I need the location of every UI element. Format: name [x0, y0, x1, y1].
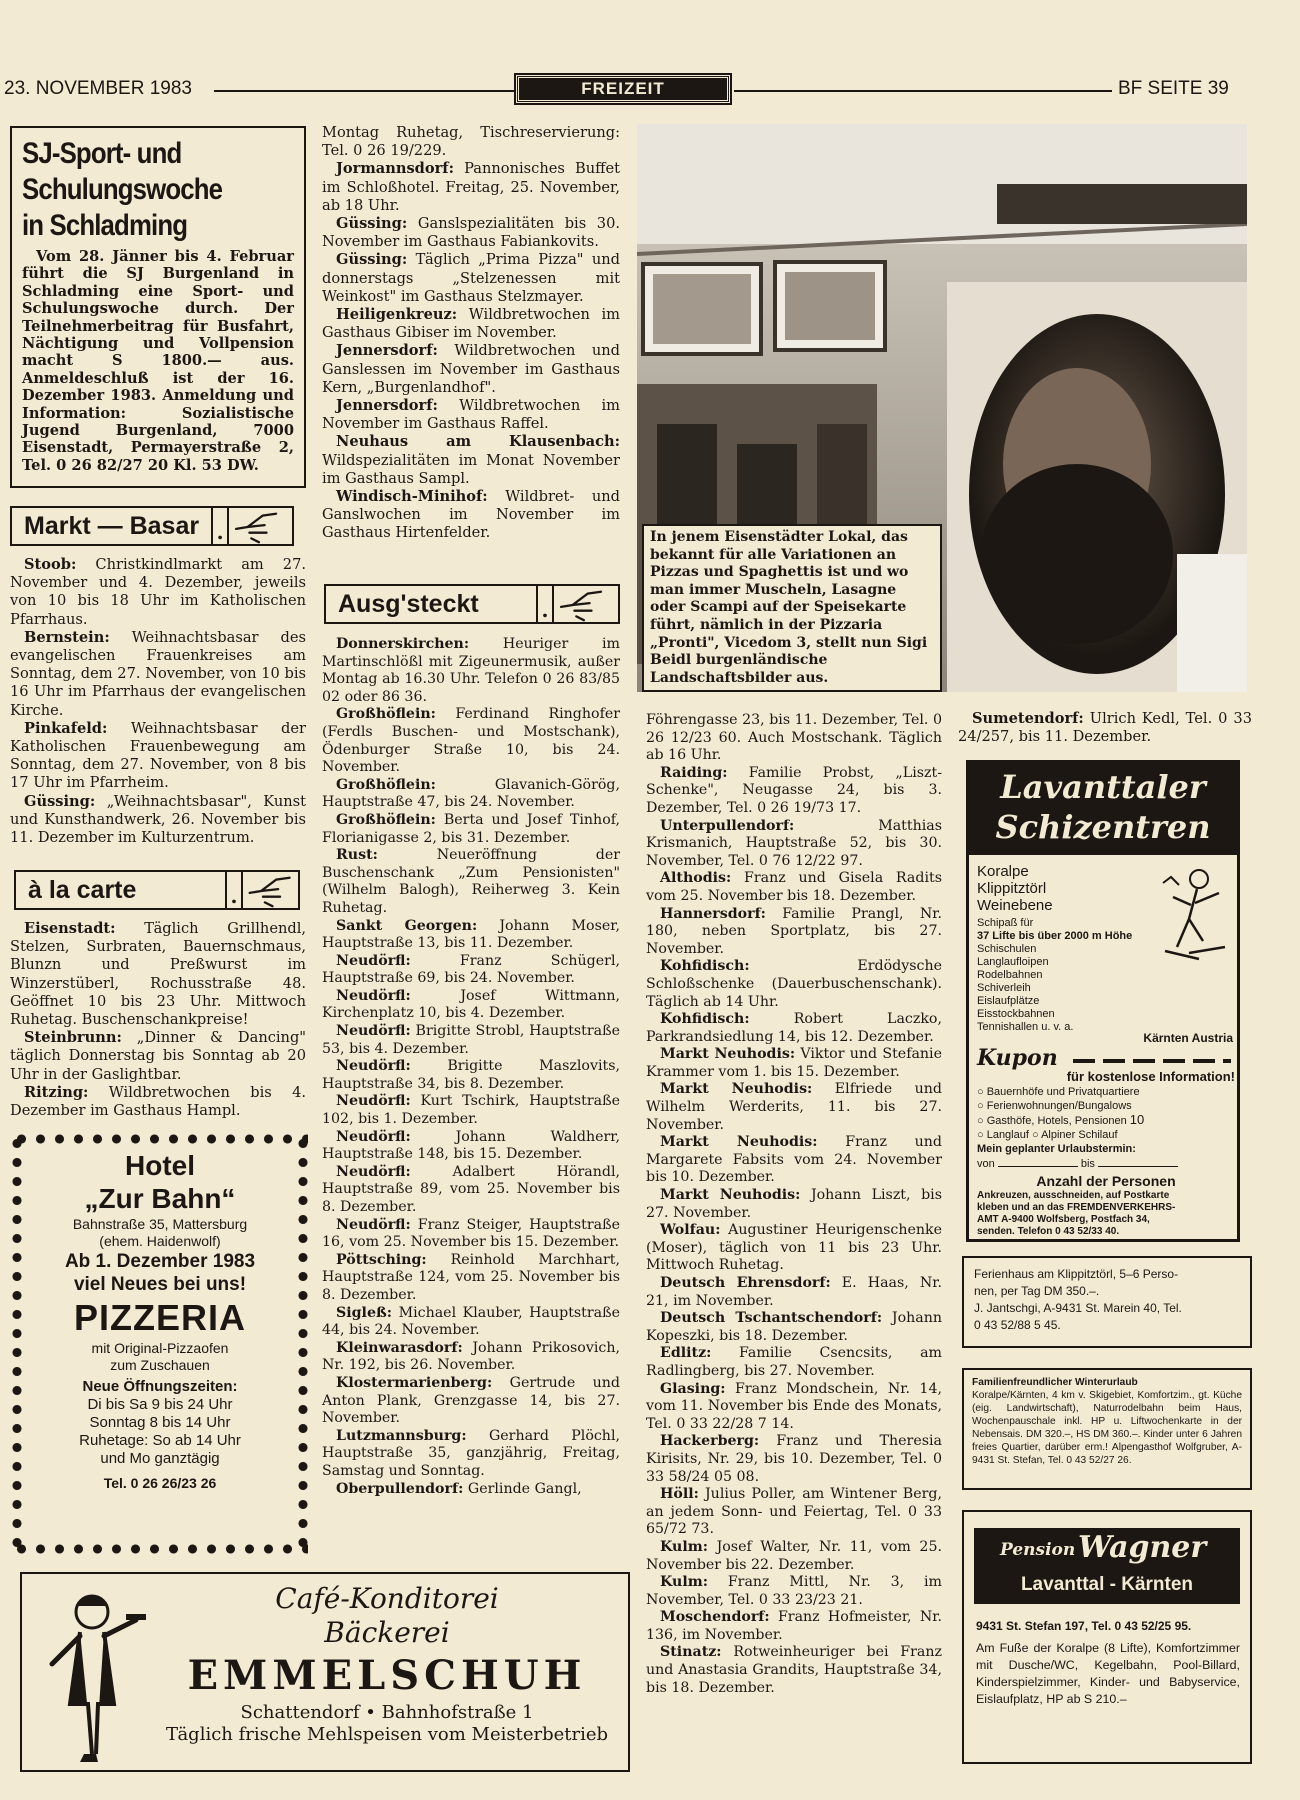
list-item	[322, 1129, 620, 1164]
item-text: Wildbretwochen im Gasthaus Gibiser im November.	[322, 306, 620, 342]
place-name: Deutsch Ehrensdorf:	[660, 1275, 831, 1291]
ferienhaus-line-2: nen, per Tag DM 350.–.	[974, 1284, 1100, 1298]
item-text: Viktor und Stefanie Krammer vom 1. bis 15. Dezember.	[646, 1046, 942, 1080]
list-item	[10, 1029, 306, 1084]
item-text: Familie Prangl, Nr. 180, neben Sportplatz, bis 27. November.	[646, 905, 942, 957]
ferienhaus-line-4: 0 43 52/88 5 45.	[974, 1318, 1061, 1332]
list-item	[322, 1305, 620, 1340]
wagner-title-bar	[974, 1528, 1240, 1604]
list-item	[322, 433, 620, 488]
radio-icon: ○	[977, 1100, 987, 1112]
feature-item: Tennishallen u. v. a.	[977, 1021, 1074, 1033]
item-text: Matthias Krismanich, Hauptstraße 52, bis 30. November, Tel. 0 76 12/22 97.	[646, 817, 942, 869]
list-item	[322, 847, 620, 917]
item-text: Ferdinand Ringhofer (Ferdls Buschen- und Mostschank), Ödenburger Straße 10, bis 24. November.	[322, 706, 620, 776]
item-text: Pannonisches Buffet im Schloßhotel. Freitag, 25. November, ab 18 Uhr.	[322, 160, 620, 214]
hours-title: Neue Öffnungszeiten:	[82, 1378, 238, 1395]
pension-wagner-ad	[962, 1510, 1252, 1764]
hours-line-2: Sonntag 8 bis 14 Uhr	[89, 1414, 231, 1431]
list-item	[322, 1252, 620, 1305]
a-la-carte-list	[10, 920, 306, 1120]
item-text: Brigitte Strobl, Hauptstraße 53, bis 4. Dezember.	[322, 1023, 620, 1057]
list-item	[646, 1644, 942, 1697]
wagner-address: 9431 St. Stefan 197, Tel. 0 43 52/25 95.	[976, 1619, 1192, 1633]
place-name: Kulm:	[660, 1538, 708, 1555]
rubric-markt-basar-label: Markt — Basar	[12, 508, 213, 544]
item-text: Berta und Josef Tinhof, Florianigasse 2, bis 31. Dezember.	[322, 811, 620, 846]
item-text: Franz Hofmeister, Nr. 136, im November.	[646, 1609, 942, 1643]
photo-caption: In jenem Eisenstädter Lokal, das bekannt für alle Variationen an Pizzas und Spaghettis ist und wo man immer Muscheln, Lasagne oder Scampi auf der Speisekarte führt, nämlich in der Pizzaria „Pronti", Vicedom 3, stellt nun Sigi Beidl burgenländische Landschaftsbilder aus.	[642, 524, 942, 692]
ausgsteckt-list	[322, 636, 620, 1498]
place-name: Großhöflein:	[336, 811, 436, 828]
hours-line-3: Ruhetage: So ab 14 Uhr	[79, 1432, 241, 1449]
list-item	[322, 1375, 620, 1428]
place-name: Neudörfl:	[336, 1216, 411, 1233]
item-text: Gerhard Plöchl, Hauptstraße 35, ganzjährig, Freitag, Samstag und Sonntag.	[322, 1427, 620, 1479]
cafe-ad-address: Schattendorf • Bahnhofstraße 1	[240, 1702, 534, 1723]
winter-ad-text: Koralpe/Kärnten, 4 km v. Skigebiet, Komfortzim., gt. Küche (eig. Landwirtschaft), Naturrodelbahn beim Haus, Wochenpauschale inkl. HP u. Liftwochenkarte in der Nebensais. DM 320.–, HS DM 360.–. Kinder unter 6 Jahren freies Quartier, darüber erm.! Alpengasthof Wolfgruber, A-9431 St. Stefan, Tel. 0 43 52/27 26.	[972, 1390, 1242, 1466]
hotel-news-2: viel Neues bei uns!	[73, 1274, 247, 1295]
place-name: Neuhaus am Klausenbach:	[336, 433, 620, 451]
list-item	[10, 920, 306, 1029]
list-item	[646, 1539, 942, 1574]
place-name: Güssing:	[336, 251, 408, 269]
list-item	[10, 556, 306, 629]
list-item	[646, 1134, 942, 1187]
plan-label: Mein geplanter Urlaubstermin:	[977, 1143, 1136, 1155]
section-label: FREIZEIT	[516, 75, 730, 103]
lavanttal-area-3: Weinebene	[977, 897, 1053, 914]
list-item	[322, 706, 620, 776]
item-text: Wildbretwochen und Ganslessen im November im Gasthaus Kern, „Burgenlandhof".	[322, 342, 621, 396]
place-name: Eisenstadt:	[24, 920, 116, 937]
place-name: Klostermarienberg:	[336, 1374, 493, 1391]
dotted-border	[12, 1134, 22, 1554]
place-name: Glasing:	[660, 1380, 726, 1397]
item-text: E. Haas, Nr. 21, im November.	[646, 1275, 942, 1309]
send-instructions-4: senden. Telefon 0 43 52/33 40.	[977, 1226, 1120, 1237]
send-instructions-3: AMT A-9400 Wolfsberg, Postfach 34,	[977, 1214, 1150, 1225]
kupon-info: für kostenlose Information!	[1066, 1069, 1235, 1084]
schipass-1: Schipaß für	[977, 917, 1034, 929]
rubric-markt-basar	[10, 506, 294, 546]
dotted-border	[298, 1134, 308, 1554]
item-text: Familie Probst, „Liszt-Schenke", Neugasse 24, bis 3. Dezember, Tel. 0 26 19/73 17.	[646, 764, 942, 816]
place-name: Sigleß:	[336, 1304, 392, 1321]
place-name: Moschendorf:	[660, 1609, 770, 1626]
place-name: Kohfidisch:	[660, 958, 750, 975]
header-rule-right	[734, 90, 1112, 92]
cafe-ad-name: EMMELSCHUH	[187, 1652, 587, 1699]
item-text: Täglich „Prima Pizza" und donnerstags „Stelzenessen mit Weinkost" im Gasthaus Stelzmayer.	[322, 251, 620, 305]
item-text: Kurt Tschirk, Hauptstraße 102, bis 1. Dezember.	[322, 1093, 620, 1128]
list-item: Montag Ruhetag, Tischreservierung: Tel. 0 26 19/229.	[322, 124, 620, 160]
schipass-2: 37 Lifte bis über 2000 m Höhe	[977, 930, 1133, 942]
place-name: Sumetendorf:	[972, 710, 1084, 727]
lavanttal-ad	[966, 760, 1240, 1242]
sj-article-body: Vom 28. Jänner bis 4. Februar führt die SJ Burgenland in Schladming eine Sport- und Schulungswoche durch. Der Teilnehmerbeitrag für Busfahrt, Nächtigung und Vollpension macht S 1800.— aus. Anmeldeschluß ist der 16. Dezember 1983. Anmeldung und Information: Sozialistische Jugend Burgenland, 7000 Eisenstadt, Permayerstraße 2, Tel. 0 26 82/27 20 Kl. 53 DW.	[22, 248, 294, 474]
wagner-pension-label: Pension	[1000, 1540, 1076, 1560]
kaernten-logo: Kärnten Austria	[1143, 1031, 1233, 1045]
hotel-name-2: „Zur Bahn“	[84, 1183, 236, 1214]
list-item	[322, 812, 620, 847]
feature-item: Schischulen	[977, 943, 1037, 955]
radio-icon: ○	[977, 1115, 987, 1127]
hotel-tel: Tel. 0 26 26/23 26	[103, 1475, 217, 1491]
place-name: Großhöflein:	[336, 706, 436, 723]
list-item	[322, 342, 620, 397]
ferienhaus-line-1: Ferienhaus am Klippitztörl, 5–6 Perso-	[974, 1267, 1179, 1281]
place-name: Stinatz:	[660, 1644, 722, 1661]
radio-icon: ○	[977, 1086, 987, 1098]
rubric-a-la-carte	[14, 870, 300, 910]
sj-article-box	[10, 126, 306, 488]
place-name: Jormannsdorf:	[336, 160, 454, 178]
list-item	[322, 215, 620, 251]
pizzeria-title: PIZZERIA	[73, 1297, 246, 1338]
place-name: Unterpullendorf:	[660, 817, 795, 834]
dotted-border	[12, 1544, 308, 1554]
item-text: Michael Klauber, Hauptstraße 44, bis 24. November.	[322, 1304, 620, 1339]
cafe-ad	[20, 1572, 630, 1772]
list-item	[646, 1187, 942, 1222]
place-name: Althodis:	[660, 870, 732, 887]
place-name: Windisch-Minihof:	[336, 488, 488, 506]
ferienhaus-ad	[962, 1256, 1252, 1348]
item-text: Johann Prikosovich, Nr. 192, bis 26. November.	[322, 1339, 620, 1374]
place-name: Neudörfl:	[336, 1058, 411, 1075]
place-name: Markt Neuhodis:	[660, 1081, 813, 1098]
winter-ad-title: Familienfreundlicher Winterurlaub	[972, 1377, 1138, 1388]
place-name: Heiligenkreuz:	[336, 306, 458, 324]
list-item	[646, 1609, 942, 1644]
hours-line-1: Di bis Sa 9 bis 24 Uhr	[87, 1396, 233, 1413]
feature-item: Eislaufplätze	[977, 995, 1040, 1007]
list-item	[322, 1058, 620, 1093]
place-name: Neudörfl:	[336, 1093, 411, 1110]
place-name: Neudörfl:	[336, 987, 411, 1004]
item-text: „Weihnachtsbasar", Kunst und Kunsthandwerk, 26. November bis 11. Dezember im Kulturzentrum.	[10, 792, 307, 847]
feature-item: Rodelbahnen	[977, 969, 1043, 981]
option-item: ○ Bauernhöfe und Privatquartiere	[977, 1086, 1140, 1098]
list-item	[322, 1217, 620, 1252]
item-text: Erdödysche Schloßschenke (Dauerbuschenschank). Täglich ab 14 Uhr.	[646, 958, 942, 1010]
list-item	[646, 1011, 942, 1046]
item-text: Wildbretwochen im November im Gasthaus Raffel.	[322, 397, 620, 433]
header-rule-left	[214, 90, 514, 92]
header-page: BF SEITE 39	[1118, 78, 1229, 99]
place-name: Kulm:	[660, 1574, 708, 1591]
rubric-dot: .	[538, 586, 554, 622]
item-text: Christkindlmarkt am 27. November und 4. Dezember, jeweils von 10 bis 18 Uhr im Katholischen Pfarrhaus.	[10, 556, 307, 628]
hours-line-4: und Mo ganztägig	[100, 1450, 220, 1467]
kupon-label: Kupon	[977, 1045, 1058, 1071]
place-name: Steinbrunn:	[24, 1029, 122, 1047]
item-text: Josef Wittmann, Kirchenplatz 10, bis 4. Dezember.	[322, 987, 621, 1022]
item-text: Rotweinheuriger bei Franz und Anastasia Grandits, Hauptstraße 34, bis 18. Dezember.	[646, 1644, 942, 1696]
list-item	[646, 765, 942, 818]
list-item	[322, 1093, 620, 1128]
item-text: Gertrude und Anton Plank, Grenzgasse 14, bis 27. November.	[322, 1374, 620, 1427]
lavanttal-title-1: Lavanttaler	[1000, 768, 1206, 806]
radio-icon: ○	[977, 1129, 987, 1141]
item-text: Franz und Gisela Radits vom 25. November bis 18. Dezember.	[646, 870, 942, 904]
place-name: Jennersdorf:	[336, 397, 438, 415]
rubric-ausgsteckt-label: Ausg'steckt	[326, 586, 538, 622]
list-item	[322, 1023, 620, 1058]
list-item	[646, 1381, 942, 1434]
list-item	[646, 1081, 942, 1134]
place-name: Hackerberg:	[660, 1433, 760, 1450]
hotel-ad	[12, 1134, 308, 1554]
list-item	[322, 988, 620, 1023]
place-name: Güssing:	[24, 792, 96, 810]
list-item	[322, 1481, 620, 1499]
wagner-text: Am Fuße der Koralpe (8 Lifte), Komfortzimmer mit Dusche/WC, Kegelbahn, Pool-Billard, Kinderspielzimmer, Kinder- und Babyservice, Eislaufplatz, HP ab S 210.–	[976, 1641, 1240, 1706]
place-name: Rust:	[336, 847, 378, 864]
place-name: Großhöflein:	[336, 776, 436, 793]
wagner-region: Lavanttal - Kärnten	[1020, 1574, 1194, 1595]
list-item	[646, 1310, 942, 1345]
option-item: ○ Gasthöfe, Hotels, Pensionen 10	[977, 1112, 1145, 1127]
feature-item: Langlaufloipen	[977, 956, 1049, 968]
item-text: Elfriede und Wilhelm Werderits, 11. bis 27. November.	[646, 1081, 942, 1133]
kupon-dashes	[1073, 1059, 1231, 1063]
list-item	[646, 1275, 942, 1310]
item-text: Heuriger im Martinschlößl mit Zigeunermusik, außer Montag ab 16.30 Uhr. Telefon 0 26 83/85 02 oder 86 36.	[322, 636, 620, 705]
place-name: Lutzmannsburg:	[336, 1427, 467, 1444]
list-item	[646, 906, 942, 959]
pointing-hand-icon	[229, 508, 285, 546]
column-4-top	[958, 710, 1252, 746]
place-name: Neudörfl:	[336, 1163, 411, 1180]
list-item	[646, 1574, 942, 1609]
place-name: Pinkafeld:	[24, 719, 108, 737]
lavanttal-area-2: Klippitztörl	[977, 880, 1047, 897]
place-name: Hannersdorf:	[660, 905, 766, 922]
place-name: Oberpullendorf:	[336, 1480, 464, 1497]
item-text: Weihnachtsbasar des evangelischen Frauenkreises am Sonntag, dem 27. November, von 10 bis 16 Uhr im Pfarrhaus der evangelischen Kirche.	[10, 628, 307, 719]
ferienhaus-line-3: J. Jantschgi, A-9431 St. Marein 40, Tel.	[974, 1301, 1182, 1315]
list-item	[646, 870, 942, 905]
item-text: Ulrich Kedl, Tel. 0 33 24/257, bis 11. Dezember.	[958, 710, 1253, 746]
option-item: ○ Ferienwohnungen/Bungalows	[977, 1100, 1132, 1112]
waiter-illustration-icon	[40, 1584, 150, 1764]
item-text: Robert Laczko, Parkrandsiedlung 14, bis 12. Dezember.	[646, 1011, 942, 1045]
place-name: Markt Neuhodis:	[660, 1187, 801, 1204]
list-item	[646, 1046, 942, 1081]
list-item	[322, 397, 620, 433]
item-text: Ganslspezialitäten bis 30. November im Gasthaus Fabiankovits.	[322, 215, 620, 251]
list-item	[322, 636, 620, 706]
item-text: Reinhold Marchhart, Hauptstraße 124, vom 25. November bis 8. Dezember.	[322, 1251, 620, 1303]
item-text: „Dinner & Dancing" täglich Donnerstag bis Sonntag ab 20 Uhr in der Gaslightbar.	[10, 1029, 307, 1083]
list-item	[322, 1340, 620, 1375]
item-text: Adalbert Hörandl, Hauptstraße 89, vom 25. November bis 8. Dezember.	[322, 1163, 620, 1215]
item-text: Familie Csencsits, am Radlingberg, bis 27. November.	[646, 1345, 942, 1379]
list-item	[322, 160, 620, 215]
item-text: Täglich Grillhendl, Stelzen, Surbraten, Bauernschmaus, Blunzn und Preßwurst im Winzerstüberl, Rochusstraße 48. Geöffnet 10 bis 23 Uhr. Mittwoch Ruhetag. Buschenschankpreise!	[10, 920, 307, 1029]
item-text: Josef Walter, Nr. 11, vom 25. November bis 22. Dezember.	[646, 1538, 942, 1573]
sj-article-title-2: Schulungswoche	[22, 173, 223, 206]
pizzeria-oven-2: zum Zuschauen	[110, 1357, 210, 1373]
place-name: Jennersdorf:	[336, 342, 438, 360]
place-name: Donnerskirchen:	[336, 636, 470, 652]
hotel-address-1: Bahnstraße 35, Mattersburg	[72, 1216, 248, 1232]
item-text: Brigitte Maszlovits, Hauptstraße 34, bis 8. Dezember.	[322, 1058, 620, 1092]
option-item: ○ Langlauf ○ Alpiner Schilauf	[977, 1129, 1118, 1141]
feature-item: Schiverleih	[977, 982, 1031, 994]
list-item	[646, 1433, 942, 1486]
list-item	[322, 306, 620, 342]
list-item	[646, 818, 942, 871]
send-instructions-2: kleben und an das FREMDENVERKEHRS-	[977, 1202, 1176, 1213]
item-text: Neueröffnung der Buschenschank „Zum Pensionisten" (Wilhelm Balogh), Reiherweg 3. Kein Ruhetag.	[322, 847, 621, 916]
place-name: Sankt Georgen:	[336, 917, 478, 934]
sj-article-title-1: SJ-Sport- und	[22, 137, 182, 170]
list-item	[10, 720, 306, 793]
list-item	[322, 777, 620, 812]
item-text: Johann Kopeszki, bis 18. Dezember.	[646, 1310, 942, 1344]
place-name: Kohfidisch:	[660, 1011, 750, 1028]
hotel-address-2: (ehem. Haidenwolf)	[99, 1233, 221, 1249]
rubric-dot: .	[227, 872, 243, 908]
cafe-ad-slogan: Täglich frische Mehlspeisen vom Meisterbetrieb	[165, 1724, 609, 1745]
place-name: Güssing:	[336, 215, 408, 233]
hotel-news-1: Ab 1. Dezember 1983	[64, 1251, 256, 1272]
dotted-border	[12, 1134, 308, 1144]
item-text: Weihnachtsbasar der Katholischen Frauenbewegung am Sonntag, dem 27. November, von 8 bis 17 Uhr im Pfarrheim.	[10, 719, 307, 792]
feature-item: Eisstockbahnen	[977, 1008, 1055, 1020]
pointing-hand-icon	[243, 872, 298, 910]
lavanttal-title-2: Schizentren	[995, 808, 1211, 846]
list-item	[646, 958, 942, 1011]
markt-basar-list	[10, 556, 306, 847]
place-name: Ritzing:	[24, 1083, 89, 1101]
list-item	[646, 1486, 942, 1539]
radio-icon: ○	[1031, 1129, 1042, 1141]
place-name: Raiding:	[660, 764, 728, 781]
item-text: Johann Waldherr, Hauptstraße 148, bis 15. Dezember.	[322, 1128, 620, 1163]
item-text: Franz Steiger, Hauptstraße 16, vom 25. November bis 15. Dezember.	[322, 1216, 620, 1251]
winterurlaub-ad	[962, 1368, 1252, 1490]
item-text: Franz und Theresia Kirisits, Nr. 29, bis 10. Dezember, Tel. 0 33 58/24 05 08.	[646, 1433, 942, 1485]
cafe-ad-line-1: Café-Konditorei	[275, 1582, 499, 1615]
place-name: Höll:	[660, 1486, 699, 1503]
place-name: Bernstein:	[24, 628, 110, 646]
rubric-dot: .	[213, 508, 229, 544]
list-item: Föhrengasse 23, bis 11. Dezember, Tel. 0 26 12/23 60. Auch Mostschank. Täglich ab 16 Uhr.	[646, 712, 942, 764]
item-text: Franz Mondschein, Nr. 14, vom 11. November bis Ende des Monats, Tel. 0 33 22/28 7 14.	[646, 1380, 942, 1432]
item-text: Julius Poller, am Wintener Berg, an jedem Sonn- und Feiertag, Tel. 0 33 65/72 73.	[646, 1486, 942, 1538]
pointing-hand-icon	[554, 586, 610, 624]
place-name: Stoob:	[24, 556, 77, 573]
persons-label: Anzahl der Personen	[1036, 1173, 1176, 1189]
place-name: Deutsch Tschantschendorf:	[660, 1310, 883, 1327]
send-instructions-1: Ankreuzen, ausschneiden, auf Postkarte	[977, 1190, 1170, 1201]
place-name: Edlitz:	[660, 1345, 712, 1362]
list-item	[10, 629, 306, 720]
pizzeria-oven-1: mit Original-Pizzaofen	[91, 1340, 229, 1356]
list-item	[322, 251, 620, 306]
list-item	[322, 488, 620, 543]
list-item	[646, 1345, 942, 1380]
header-date: 23. NOVEMBER 1983	[4, 78, 192, 99]
sj-article-title-3: in Schladming	[22, 209, 188, 242]
lavanttal-area-1: Koralpe	[977, 863, 1029, 880]
wagner-name: Wagner	[1078, 1530, 1207, 1565]
item-text: Franz Schügerl, Hauptstraße 69, bis 24. November.	[322, 952, 620, 987]
place-name: Neudörfl:	[336, 1128, 411, 1145]
list-item	[322, 918, 620, 953]
item-text: Wildspezialitäten im Monat November im Gasthaus Sampl.	[322, 451, 620, 487]
list-item	[10, 793, 306, 848]
column-2-top	[322, 124, 620, 543]
item-text: Glavanich-Görög, Hauptstraße 47, bis 24. November.	[322, 776, 620, 811]
item-text: Franz Mittl, Nr. 3, im November, Tel. 0 33 23/23 21.	[646, 1574, 942, 1608]
place-name: Pöttsching:	[336, 1251, 427, 1268]
place-name: Wolfau:	[660, 1222, 721, 1239]
list-item	[322, 1428, 620, 1481]
list-item	[322, 1164, 620, 1217]
item-text: Wildbretwochen bis 4. Dezember im Gasthaus Hampl.	[10, 1083, 307, 1120]
date-range: von bis	[977, 1156, 1235, 1172]
item-text: Gerlinde Gangl,	[467, 1480, 582, 1497]
place-name: Neudörfl:	[336, 952, 411, 969]
item-text: Augustiner Heurigenschenke (Moser), täglich von 11 bis 23 Uhr. Mittwoch Ruhetag.	[646, 1222, 942, 1274]
place-name: Markt Neuhodis:	[660, 1046, 796, 1063]
rubric-ausgsteckt	[324, 584, 620, 624]
skier-icon	[1159, 863, 1231, 963]
place-name: Markt Neuhodis:	[660, 1134, 818, 1151]
list-item	[10, 1084, 306, 1120]
rubric-a-la-carte-label: à la carte	[16, 872, 227, 908]
item-text: Franz und Margarete Fabsits vom 24. November bis 10. Dezember.	[646, 1134, 942, 1186]
place-name: Neudörfl:	[336, 1023, 411, 1040]
cafe-ad-line-2: Bäckerei	[324, 1616, 450, 1649]
list-item	[322, 953, 620, 988]
list-item	[958, 710, 1252, 746]
item-text: Johann Liszt, bis 27. November.	[646, 1187, 942, 1221]
place-name: Kleinwarasdorf:	[336, 1339, 463, 1356]
list-item	[646, 1222, 942, 1275]
item-text: Wildbret- und Ganslwochen im November im Gasthaus Hirtenfelder.	[322, 488, 621, 542]
item-text: Johann Moser, Hauptstraße 13, bis 11. Dezember.	[322, 917, 620, 952]
column-3	[646, 712, 942, 1697]
hotel-name-1: Hotel	[125, 1150, 195, 1181]
